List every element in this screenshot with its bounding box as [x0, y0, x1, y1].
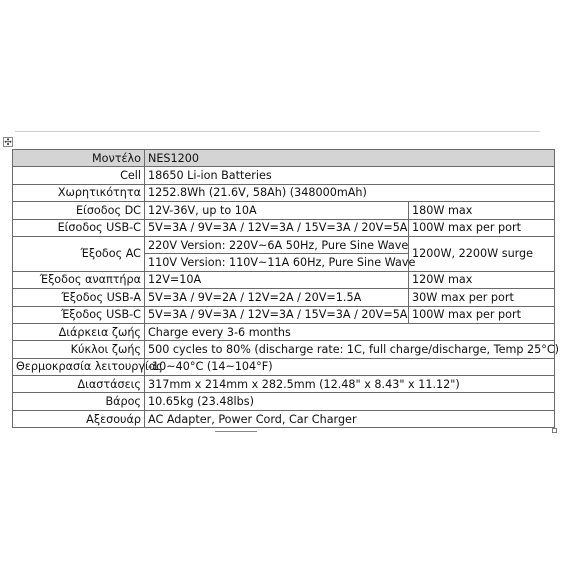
row-value-line2: 110V Version: 110V~11A 60Hz, Pure Sine Wave — [145, 254, 409, 271]
row-value: 317mm x 214mm x 282.5mm (12.48" x 8.43" x 11.12") — [145, 376, 555, 393]
row-value: 500 cycles to 80% (discharge rate: 1C, full charge/discharge, Temp 25°C) — [145, 341, 555, 358]
row-value: Charge every 3-6 months — [145, 323, 555, 340]
row-value: 1252.8Wh (21.6V, 58Ah) (348000mAh) — [145, 184, 555, 201]
row-label: Μοντέλο — [13, 150, 145, 167]
table-resize-handle[interactable] — [552, 428, 557, 433]
row-label: Έξοδος AC — [13, 236, 145, 271]
text-underline-mark — [215, 431, 257, 432]
row-label: Έξοδος αναπτήρα — [13, 271, 145, 288]
row-label: Κύκλοι ζωής — [13, 341, 145, 358]
row-label: Βάρος — [13, 393, 145, 410]
row-extra: 100W max per port — [409, 306, 555, 323]
row-extra: 100W max per port — [409, 219, 555, 236]
row-label: Είσοδος USB-C — [13, 219, 145, 236]
table-row-capacity — [13, 184, 555, 201]
row-extra: 120W max — [409, 271, 555, 288]
row-value: 10.65kg (23.48lbs) — [145, 393, 555, 410]
row-label: Cell — [13, 167, 145, 184]
row-value: -10~40°C (14~104°F) — [145, 358, 555, 375]
table-row-car-output — [13, 271, 555, 288]
row-value: 12V-36V, up to 10A — [145, 202, 409, 219]
row-value: 5V=3A / 9V=2A / 12V=2A / 20V=1.5A — [145, 289, 409, 306]
row-extra: 180W max — [409, 202, 555, 219]
table-row-cell — [13, 167, 555, 184]
row-label: Θερμοκρασία λειτουργίας — [13, 358, 145, 375]
row-value: AC Adapter, Power Cord, Car Charger — [145, 410, 555, 427]
table-row-weight — [13, 393, 555, 410]
row-value-line1: 220V Version: 220V~6A 50Hz, Pure Sine Wave — [145, 236, 409, 253]
table-row-usbc-input — [13, 219, 555, 236]
table-row-temperature — [13, 358, 555, 375]
row-value: NES1200 — [145, 150, 555, 167]
table-row-usba-output — [13, 289, 555, 306]
table-row-cycles — [13, 341, 555, 358]
spec-table — [12, 149, 560, 428]
table-row-model — [13, 150, 555, 167]
row-extra: 1200W, 2200W surge — [409, 236, 555, 271]
table-row-dimensions — [13, 376, 555, 393]
table-row-ac-output — [13, 236, 555, 253]
table-row-dc-input — [13, 202, 555, 219]
row-extra: 30W max per port — [409, 289, 555, 306]
table-row-accessories — [13, 410, 555, 427]
table-row-usbc-output — [13, 306, 555, 323]
row-label: Είσοδος DC — [13, 202, 145, 219]
row-label: Χωρητικότητα — [13, 184, 145, 201]
row-value: 5V=3A / 9V=3A / 12V=3A / 15V=3A / 20V=5A — [145, 219, 409, 236]
row-label: Έξοδος USB-C — [13, 306, 145, 323]
row-label: Διάρκεια ζωής — [13, 323, 145, 340]
page-top-border — [15, 131, 540, 132]
row-label: Αξεσουάρ — [13, 410, 145, 427]
row-value: 18650 Li-ion Batteries — [145, 167, 555, 184]
row-value: 5V=3A / 9V=3A / 12V=3A / 15V=3A / 20V=5A — [145, 306, 409, 323]
row-value: 12V=10A — [145, 271, 409, 288]
table-move-handle-icon[interactable]: ✣ — [4, 138, 12, 148]
table-row-lifespan — [13, 323, 555, 340]
row-label: Διαστάσεις — [13, 376, 145, 393]
row-label: Έξοδος USB-A — [13, 289, 145, 306]
